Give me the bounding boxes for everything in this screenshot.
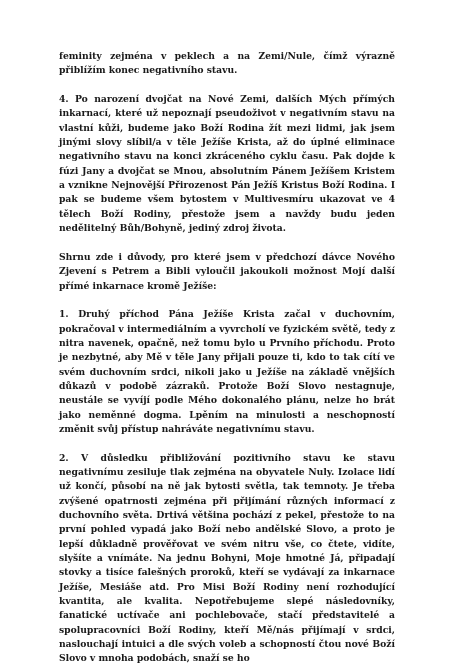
paragraph-continuation: feminity zejména v peklech a na Zemi/Nule, čímž výrazně přiblížím konec negativního stavu. [59,51,395,77]
paragraph-gap [59,236,395,250]
paragraph-summary: Shrnu zde i důvody, pro které jsem v předchozí dávce Nového Zjevení s Petrem a Bibli vyloučil jakoukoli možnost Mojí další přímé inkarnace kromě Ježíše: [59,251,395,292]
paragraph-gap [59,437,395,451]
paragraph-gap [59,294,395,308]
paragraph-point-4: 4. Po narození dvojčat na Nové Zemi, dalších Mých přímých inkarnací, které už nepoznají pseudoživot v negativním stavu na vlastní kůži, budeme jako Boží Rodina žít mezi lidmi, jak jsem jinými slovy slíbil/a v těle Ježíše Krista, až do úplné eliminace negativního stavu na konci zkráceného cyklu času. Pak dojde k fúzi Jany a dvojčat se Mnou, absolutním Pánem Ježíšem Kristem a vznikne Nejnovější Přirozenost Pán Ježíš Kristus Boží Rodina. I pak se budeme všem bytostem v Multivesmíru ukazovat ve 4 tělech Boží Rodiny, přestože jsem a navždy budu jeden nedělitelný Bůh/Bohyně, jediný zdroj života. [59,94,395,235]
paragraph-reason-2: 2. V důsledku přibližování pozitivního stavu ke stavu negativnímu zesiluje tlak zejména na obyvatele Nuly. Izolace lidí už končí, působí na ně jak bytosti světla, tak temnoty. Je třeba zvýšené opatrnosti zejména při přijímání různých informací z duchovního světa. Drtivá většina pochází z pekel, přestože to na první pohled vypadá jako Boží nebo andělské Slovo, a proto je lepší důkladně prověřovat ve svém nitru vše, co čtete, vidíte, slyšíte a vnímáte. Na jednu Bohyni, Moje hmotné Já, připadají stovky a tisíce falešných proroků, kteří se vydávají za inkarnace Ježíše, Mesiáše atd. Pro Misi Boží Rodiny není rozhodující kvantita, ale kvalita. Nepotřebujeme slepé následovníky, fanatické uctívače ani pochlebovače, stačí představitelé a spolupracovníci Boží Rodiny, kteří Mě/nás přijímají v srdci, naslouchají intuici a dle svých voleb a schopností čtou nové Boží Slovo v mnoha podobách, snaží se ho [59,452,395,665]
paragraph-reason-1: 1. Druhý příchod Pána Ježíše Krista začal v duchovním, pokračoval v intermediálním a vyvrcholí ve fyzickém světě, tedy z nitra navenek, opačně, než tomu bylo u Prvního příchodu. Proto je nezbytné, aby Mě v těle Jany přijali pouze ti, kdo to tak cítí ve svém duchovním srdci, nikoli jako u Ježíše na základě vnějších důkazů v podobě zázraků. Protože Boží Slovo nestagnuje, neustále se vyvíjí podle Mého dokonalého plánu, nelze ho brát jako neměnné dogma. Lpěním na minulosti a neschopností změnit svůj přístup nahráváte negativnímu stavu. [59,309,395,435]
paragraph-gap [59,79,395,93]
